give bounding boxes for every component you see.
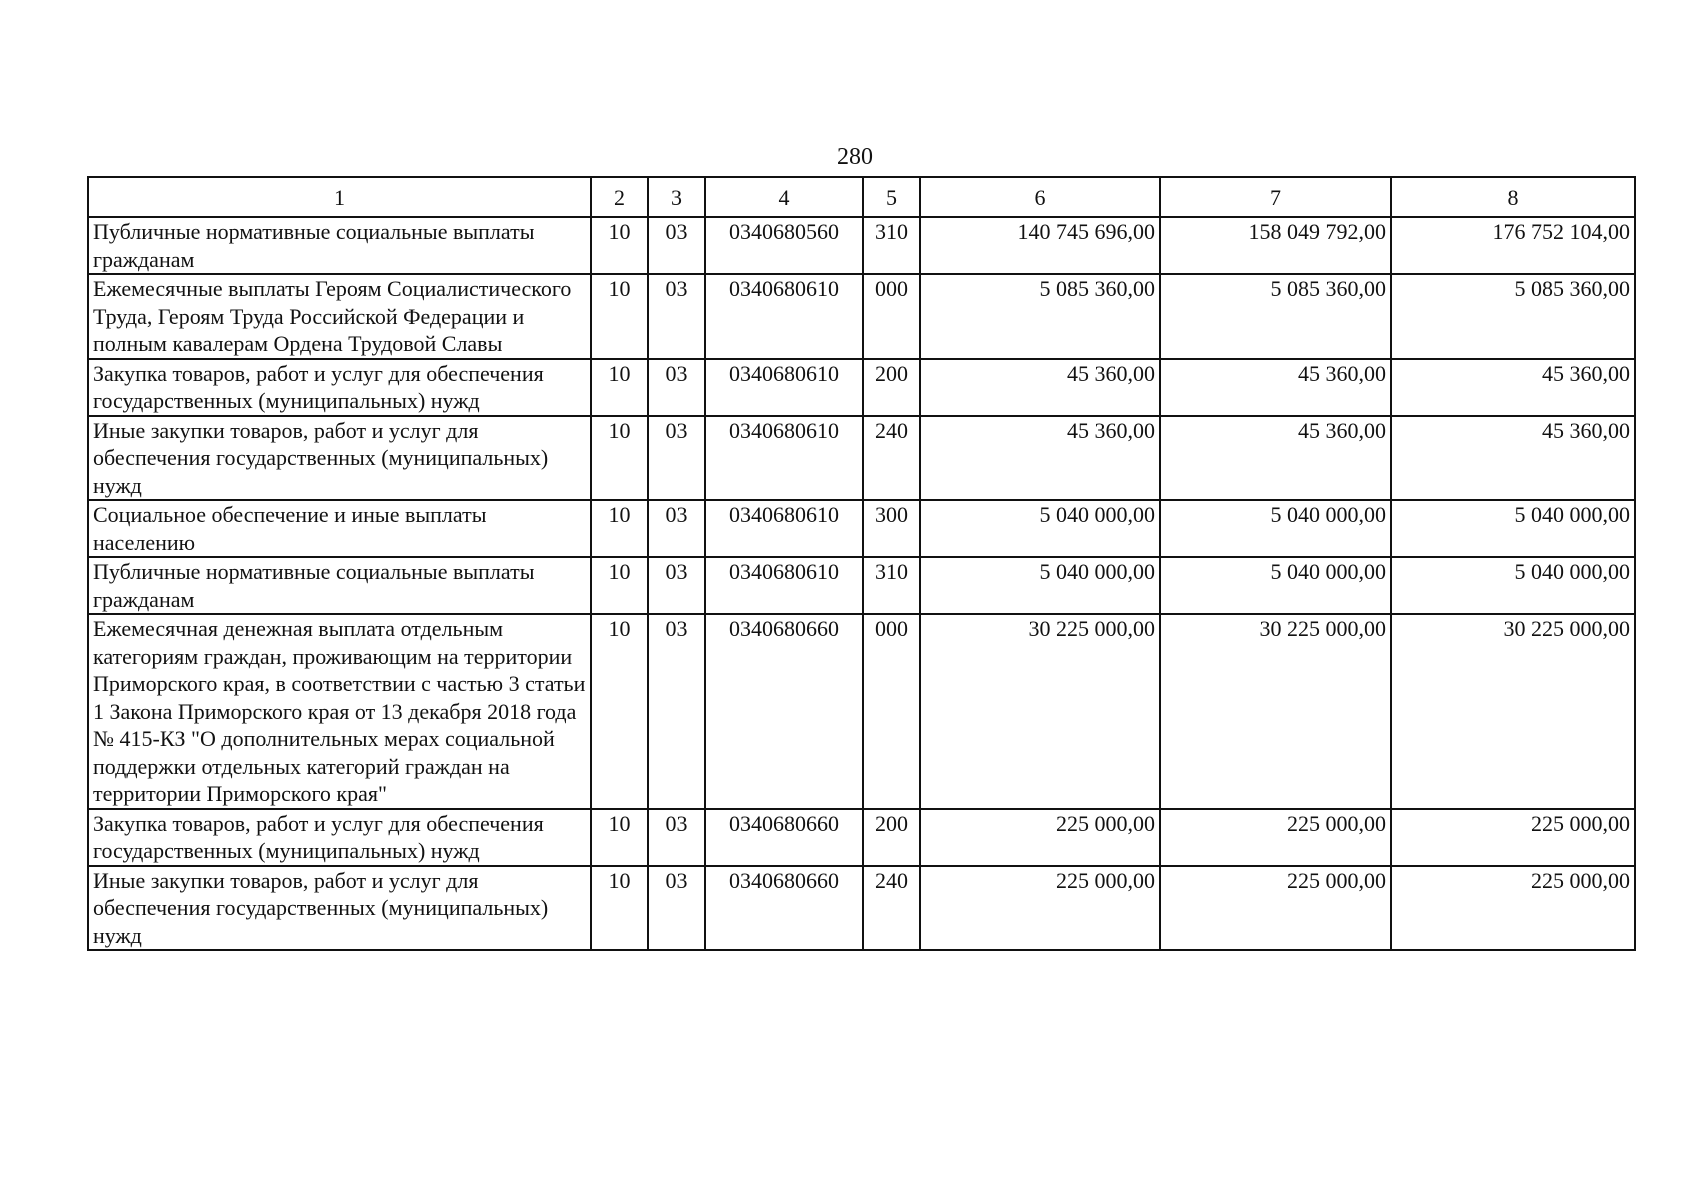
expense-type-cell: 240 — [863, 866, 920, 951]
item-name-cell: Ежемесячные выплаты Героям Социалистического Труда, Героям Труда Российской Федерации и полным кавалерам Ордена Трудовой Славы — [88, 274, 591, 359]
amount-year2-cell: 5 040 000,00 — [1160, 557, 1391, 614]
target-article-cell: 0340680660 — [705, 866, 863, 951]
column-header: 8 — [1391, 177, 1635, 217]
table-row — [88, 557, 1635, 614]
amount-year3-cell: 45 360,00 — [1391, 416, 1635, 501]
amount-year3-cell: 30 225 000,00 — [1391, 614, 1635, 809]
amount-year1-cell: 140 745 696,00 — [920, 217, 1160, 274]
amount-year3-cell: 5 085 360,00 — [1391, 274, 1635, 359]
section-cell: 10 — [591, 500, 648, 557]
header-row — [88, 177, 1635, 217]
table-row — [88, 866, 1635, 951]
budget-table — [87, 176, 1636, 951]
expense-type-cell: 200 — [863, 359, 920, 416]
item-name-cell: Закупка товаров, работ и услуг для обеспечения государственных (муниципальных) нужд — [88, 359, 591, 416]
item-name-cell: Социальное обеспечение и иные выплаты населению — [88, 500, 591, 557]
section-cell: 10 — [591, 809, 648, 866]
subsection-cell: 03 — [648, 274, 705, 359]
amount-year1-cell: 30 225 000,00 — [920, 614, 1160, 809]
target-article-cell: 0340680610 — [705, 416, 863, 501]
amount-year2-cell: 5 040 000,00 — [1160, 500, 1391, 557]
target-article-cell: 0340680610 — [705, 500, 863, 557]
expense-type-cell: 200 — [863, 809, 920, 866]
amount-year2-cell: 45 360,00 — [1160, 359, 1391, 416]
subsection-cell: 03 — [648, 416, 705, 501]
column-header: 3 — [648, 177, 705, 217]
table-row — [88, 217, 1635, 274]
amount-year2-cell: 225 000,00 — [1160, 809, 1391, 866]
expense-type-cell: 300 — [863, 500, 920, 557]
section-cell: 10 — [591, 217, 648, 274]
amount-year1-cell: 225 000,00 — [920, 866, 1160, 951]
column-header: 5 — [863, 177, 920, 217]
subsection-cell: 03 — [648, 500, 705, 557]
page-number: 280 — [837, 144, 873, 170]
table-row — [88, 500, 1635, 557]
section-cell: 10 — [591, 614, 648, 809]
amount-year1-cell: 5 085 360,00 — [920, 274, 1160, 359]
subsection-cell: 03 — [648, 809, 705, 866]
expense-type-cell: 000 — [863, 614, 920, 809]
expense-type-cell: 310 — [863, 557, 920, 614]
amount-year1-cell: 5 040 000,00 — [920, 557, 1160, 614]
section-cell: 10 — [591, 274, 648, 359]
amount-year3-cell: 225 000,00 — [1391, 866, 1635, 951]
amount-year2-cell: 30 225 000,00 — [1160, 614, 1391, 809]
amount-year1-cell: 225 000,00 — [920, 809, 1160, 866]
item-name-cell: Публичные нормативные социальные выплаты гражданам — [88, 557, 591, 614]
amount-year3-cell: 5 040 000,00 — [1391, 557, 1635, 614]
amount-year2-cell: 158 049 792,00 — [1160, 217, 1391, 274]
amount-year2-cell: 225 000,00 — [1160, 866, 1391, 951]
target-article-cell: 0340680560 — [705, 217, 863, 274]
item-name-cell: Закупка товаров, работ и услуг для обеспечения государственных (муниципальных) нужд — [88, 809, 591, 866]
table-row — [88, 416, 1635, 501]
subsection-cell: 03 — [648, 866, 705, 951]
amount-year3-cell: 5 040 000,00 — [1391, 500, 1635, 557]
target-article-cell: 0340680660 — [705, 614, 863, 809]
item-name-cell: Иные закупки товаров, работ и услуг для обеспечения государственных (муниципальных) нужд — [88, 416, 591, 501]
subsection-cell: 03 — [648, 557, 705, 614]
expense-type-cell: 310 — [863, 217, 920, 274]
target-article-cell: 0340680660 — [705, 809, 863, 866]
section-cell: 10 — [591, 359, 648, 416]
subsection-cell: 03 — [648, 359, 705, 416]
expense-type-cell: 000 — [863, 274, 920, 359]
target-article-cell: 0340680610 — [705, 274, 863, 359]
column-header: 1 — [88, 177, 591, 217]
amount-year1-cell: 45 360,00 — [920, 416, 1160, 501]
amount-year2-cell: 45 360,00 — [1160, 416, 1391, 501]
amount-year1-cell: 5 040 000,00 — [920, 500, 1160, 557]
table-row — [88, 614, 1635, 809]
amount-year3-cell: 225 000,00 — [1391, 809, 1635, 866]
item-name-cell: Публичные нормативные социальные выплаты гражданам — [88, 217, 591, 274]
section-cell: 10 — [591, 416, 648, 501]
column-header: 4 — [705, 177, 863, 217]
amount-year2-cell: 5 085 360,00 — [1160, 274, 1391, 359]
table-row — [88, 359, 1635, 416]
column-header: 2 — [591, 177, 648, 217]
section-cell: 10 — [591, 866, 648, 951]
subsection-cell: 03 — [648, 217, 705, 274]
target-article-cell: 0340680610 — [705, 557, 863, 614]
amount-year1-cell: 45 360,00 — [920, 359, 1160, 416]
column-header: 6 — [920, 177, 1160, 217]
amount-year3-cell: 176 752 104,00 — [1391, 217, 1635, 274]
table-row — [88, 274, 1635, 359]
section-cell: 10 — [591, 557, 648, 614]
subsection-cell: 03 — [648, 614, 705, 809]
target-article-cell: 0340680610 — [705, 359, 863, 416]
expense-type-cell: 240 — [863, 416, 920, 501]
amount-year3-cell: 45 360,00 — [1391, 359, 1635, 416]
table-row — [88, 809, 1635, 866]
column-header: 7 — [1160, 177, 1391, 217]
item-name-cell: Ежемесячная денежная выплата отдельным категориям граждан, проживающим на территории Приморского края, в соответствии с частью 3 статьи 1 Закона Приморского края от 13 декабря 2018 года № 415-КЗ "О дополнительных мерах социальной поддержки отдельных категорий граждан на территории Приморского края" — [88, 614, 591, 809]
item-name-cell: Иные закупки товаров, работ и услуг для обеспечения государственных (муниципальных) нужд — [88, 866, 591, 951]
